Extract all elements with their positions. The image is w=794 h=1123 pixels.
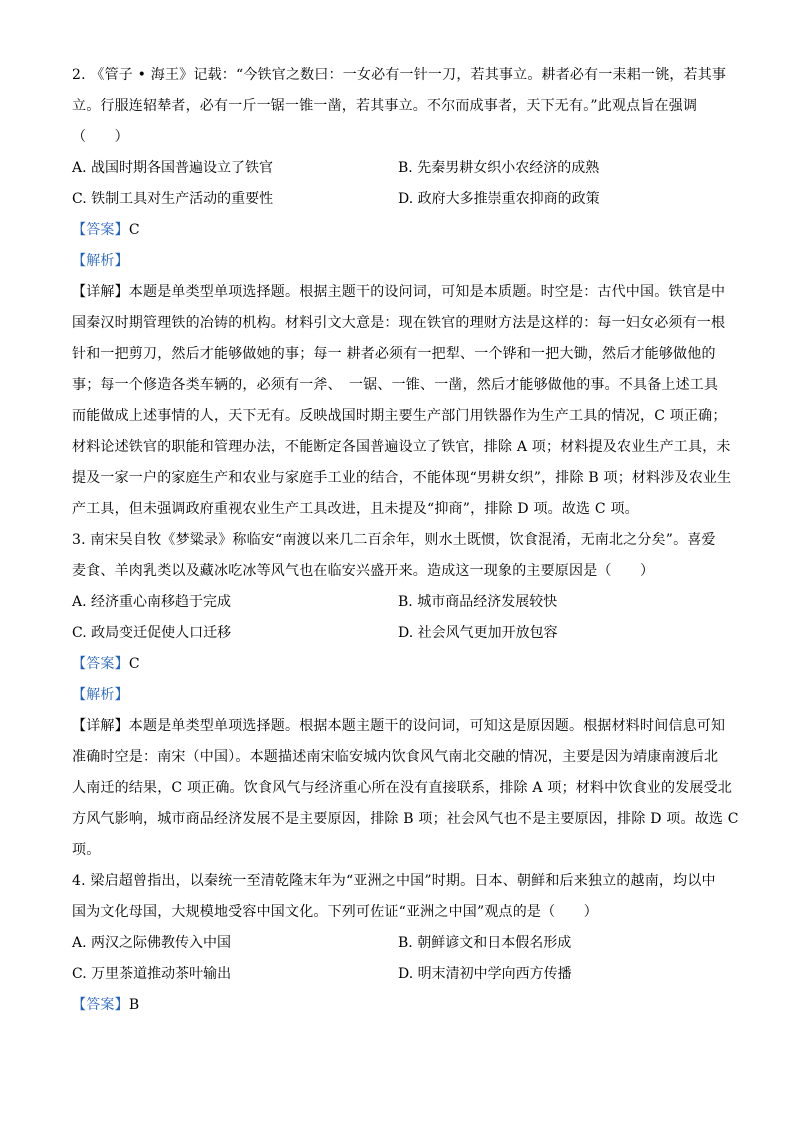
question-4 xyxy=(72,866,724,1021)
option-b: B. 朝鲜谚文和日本假名形成 xyxy=(398,935,572,951)
option-b: B. 先秦男耕女织小农经济的成熟 xyxy=(398,160,600,176)
options-row xyxy=(72,153,724,184)
question-stem-line: 国为文化母国，大规模地受容中国文化。下列可佐证“亚洲之中国”观点的是（ ） xyxy=(72,904,598,920)
question-stem-line: 3. 南宋吴自牧《梦粱录》称临安“南渡以来几二百余年，则水土既惯，饮食混淆，无南北之分矣”。喜爱 xyxy=(72,532,716,548)
option-b: B. 城市商品经济发展较快 xyxy=(398,594,558,610)
question-stem-line: 立。行服连轺辇者，必有一斤一锯一锥一凿，若其事立。不尔而成事者，天下无有。”此观点旨在强调 xyxy=(72,98,698,114)
option-c: C. 政局变迁促使人口迁移 xyxy=(72,625,232,641)
option-c: C. 铁制工具对生产活动的重要性 xyxy=(72,191,274,207)
detail-line: 【详解】本题是单类型单项选择题。根据主题干的设问词，可知是本质题。时空是：古代中国。铁官是中 xyxy=(72,284,726,300)
question-2 xyxy=(72,60,732,525)
answer-tag: 【答案】 xyxy=(72,997,129,1013)
options-row xyxy=(72,587,724,618)
detail-line: 项。 xyxy=(72,842,101,858)
answer-line xyxy=(72,649,724,680)
answer-value: B xyxy=(128,997,140,1013)
question-3 xyxy=(72,525,739,866)
question-stem-line: 4. 梁启超曾指出，以秦统一至清乾隆末年为“亚洲之中国”时期。日本、朝鲜和后来独立的越南，均以中 xyxy=(72,873,716,889)
answer-tag: 【答案】 xyxy=(72,222,129,238)
analysis-tag: 【解析】 xyxy=(72,253,129,269)
option-c: C. 万里茶道推动茶叶输出 xyxy=(72,966,232,982)
answer-value: C xyxy=(128,656,140,672)
question-stem-line: 2. 《管子 • 海王》记载：“今铁官之数曰：一女必有一针一刀，若其事立。耕者必有一耒耜一铫，若其事 xyxy=(72,67,727,83)
detail-line: 人南迁的结果，C 项正确。饮食风气与经济重心所在没有直接联系，排除 A 项；材料中饮食业的发展受北 xyxy=(72,780,732,796)
options-row xyxy=(72,184,724,215)
detail-line: 提及一家一户的家庭生产和农业与家庭手工业的结合，不能体现“男耕女织”，排除 B 项；材料涉及农业生 xyxy=(72,470,732,486)
detail-line: 国秦汉时期管理铁的冶铸的机构。材料引文大意是：现在铁官的理财方法是这样的：每一妇女必须有一根 xyxy=(72,315,726,331)
detail-line: 材料论述铁官的职能和管理办法，不能断定各国普遍设立了铁官，排除 A 项；材料提及农业生产工具，未 xyxy=(72,439,731,455)
analysis-line xyxy=(72,680,724,711)
answer-tag: 【答案】 xyxy=(72,656,129,672)
option-d: D. 明末清初中学向西方传播 xyxy=(398,966,572,982)
answer-line xyxy=(72,215,724,246)
detail-line: 产工具，但未强调政府重视农业生产工具改进，且未提及“抑商”，排除 D 项。故选 C 项。 xyxy=(72,501,639,517)
question-stem-line: 麦食、羊肉乳类以及藏冰吃冰等风气也在临安兴盛开来。造成这一现象的主要原因是（ ） xyxy=(72,563,655,579)
question-stem-line: （ ） xyxy=(72,129,129,145)
analysis-line xyxy=(72,246,724,277)
options-row xyxy=(72,928,724,959)
option-d: D. 社会风气更加开放包容 xyxy=(398,625,558,641)
option-a: A. 战国时期各国普遍设立了铁官 xyxy=(72,160,274,176)
answer-value: C xyxy=(128,222,140,238)
detail-line: 【详解】本题是单类型单项选择题。根据本题主题干的设问词，可知这是原因题。根据材料时间信息可知 xyxy=(72,718,726,734)
detail-line: 方风气影响，城市商品经济发展不是主要原因，排除 B 项；社会风气也不是主要原因，排除 D 项。故选 C xyxy=(72,811,739,827)
answer-line xyxy=(72,990,724,1021)
document-page xyxy=(72,60,739,1021)
options-row xyxy=(72,618,724,649)
option-d: D. 政府大多推崇重农抑商的政策 xyxy=(398,191,600,207)
detail-line: 准确时空是：南宋（中国）。本题描述南宋临安城内饮食风气南北交融的情况，主要是因为靖康南渡后北 xyxy=(72,749,719,765)
option-a: A. 两汉之际佛教传入中国 xyxy=(72,935,232,951)
option-a: A. 经济重心南移趋于完成 xyxy=(72,594,232,610)
detail-line: 而能做成上述事情的人，天下无有。反映战国时期主要生产部门用铁器作为生产工具的情况，C 项正确； xyxy=(72,408,727,424)
detail-line: 针和一把剪刀，然后才能够做她的事；每一 耕者必须有一把犁、一个铧和一把大锄，然后才能够做他的 xyxy=(72,346,716,362)
analysis-tag: 【解析】 xyxy=(72,687,129,703)
detail-line: 事；每一个修造各类车辆的，必须有一斧、 一锯、一锥、一凿，然后才能够做他的事。不具备上述工具 xyxy=(72,377,719,393)
options-row xyxy=(72,959,724,990)
